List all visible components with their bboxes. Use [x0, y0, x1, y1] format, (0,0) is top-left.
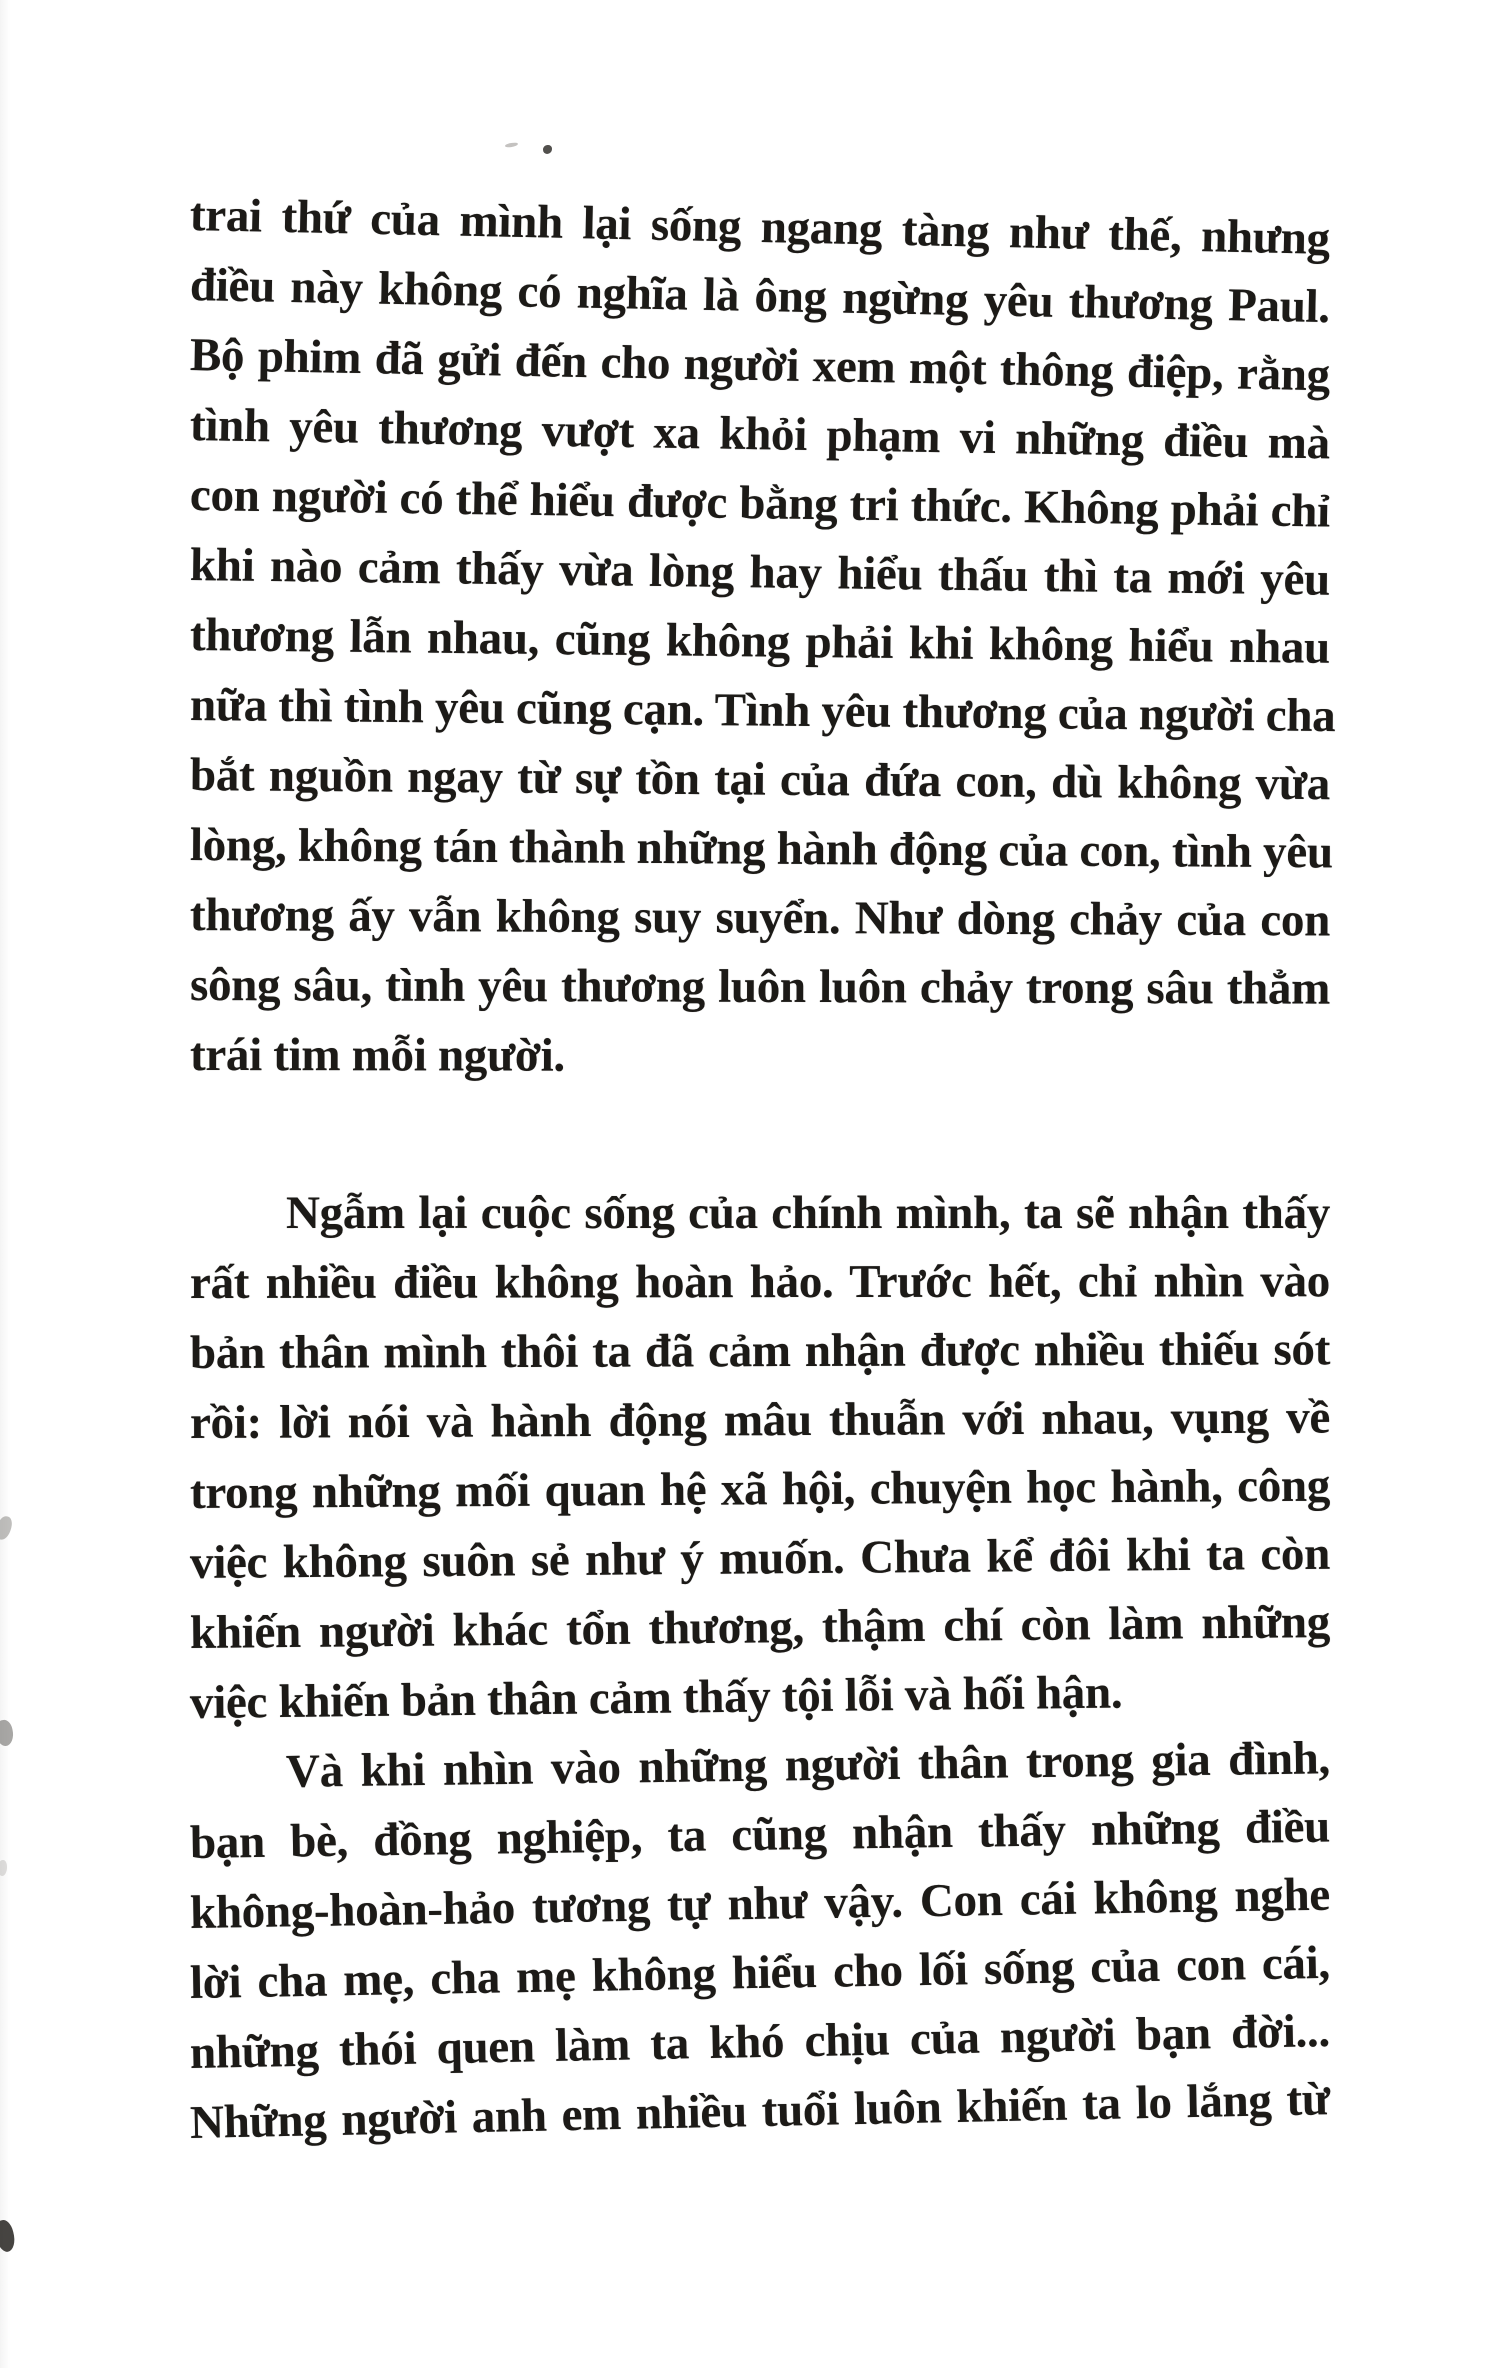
scan-smudge	[0, 2218, 18, 2254]
page-text	[189, 180, 1336, 2158]
text-line: con người có thể hiểu được bằng tri thức. Không phải chỉ	[189, 469, 1331, 538]
paragraph	[189, 1732, 1331, 2158]
scan-smudge	[543, 145, 552, 154]
text-line: Những người anh em nhiều tuổi luôn khiến ta lo lắng từ	[189, 2073, 1331, 2149]
scan-smudge	[0, 1719, 16, 1748]
scan-smudge	[0, 1515, 14, 1542]
text-line: thương ấy vẫn không suy suyển. Như dòng chảy của con	[189, 889, 1331, 947]
text-line: thương lẫn nhau, cũng không phải khi không hiểu nhau	[189, 609, 1331, 674]
text-line: bạn bè, đồng nghiệp, ta cũng nhận thấy những điều	[189, 1800, 1331, 1869]
text-line: rất nhiều điều không hoàn hảo. Trước hết, chỉ nhìn vào	[189, 1255, 1331, 1309]
text-line: lời cha mẹ, cha mẹ không hiểu cho lối sống của con cái,	[189, 1936, 1331, 2009]
text-line: sông sâu, tình yêu thương luôn luôn chảy trong sâu thẳm	[189, 959, 1331, 1015]
text-line: tình yêu thương vượt xa khỏi phạm vi những điều mà	[189, 399, 1331, 470]
text-line: bản thân mình thôi ta đã cảm nhận được nhiều thiếu sót	[189, 1323, 1331, 1379]
paragraph	[190, 1178, 1330, 1738]
text-line: điều này không có nghĩa là ông ngừng yêu thương Paul.	[189, 259, 1331, 334]
text-line: những thói quen làm ta khó chịu của người bạn đời...	[189, 2004, 1331, 2079]
paragraph	[189, 180, 1336, 1090]
scan-smudge	[505, 142, 518, 148]
text-line: việc khiến bản thân cảm thấy tội lỗi và hối hận.	[189, 1666, 1123, 1729]
text-line: Bộ phim đã gửi đến cho người xem một thông điệp, rằng	[189, 329, 1331, 402]
scan-smudge	[0, 1860, 7, 1876]
text-line: Và khi nhìn vào những người thân trong gia đình,	[285, 1732, 1331, 1798]
text-line: không-hoàn-hảo tương tự như vậy. Con cái không nghe	[189, 1868, 1331, 1939]
text-line: lòng, không tán thành những hành động của con, tình yêu	[189, 819, 1333, 879]
text-line: trong những mối quan hệ xã hội, chuyện học hành, công	[189, 1459, 1331, 1519]
text-line: bắt nguồn ngay từ sự tồn tại của đứa con, dù không vừa	[189, 749, 1331, 811]
text-line: việc không suôn sẻ như ý muốn. Chưa kể đôi khi ta còn	[189, 1527, 1331, 1589]
text-line: nữa thì tình yêu cũng cạn. Tình yêu thương của người cha	[189, 679, 1336, 743]
text-line: khi nào cảm thấy vừa lòng hay hiểu thấu thì ta mới yêu	[189, 539, 1331, 606]
text-line: trai thứ của mình lại sống ngang tàng như thế, nhưng	[189, 189, 1331, 265]
text-line: Ngẫm lại cuộc sống của chính mình, ta sẽ nhận thấy	[286, 1187, 1330, 1239]
text-line: rồi: lời nói và hành động mâu thuẫn với nhau, vụng về	[189, 1391, 1331, 1449]
text-line: khiến người khác tổn thương, thậm chí còn làm những	[189, 1595, 1331, 1659]
text-line: trái tim mỗi người.	[189, 1029, 565, 1082]
